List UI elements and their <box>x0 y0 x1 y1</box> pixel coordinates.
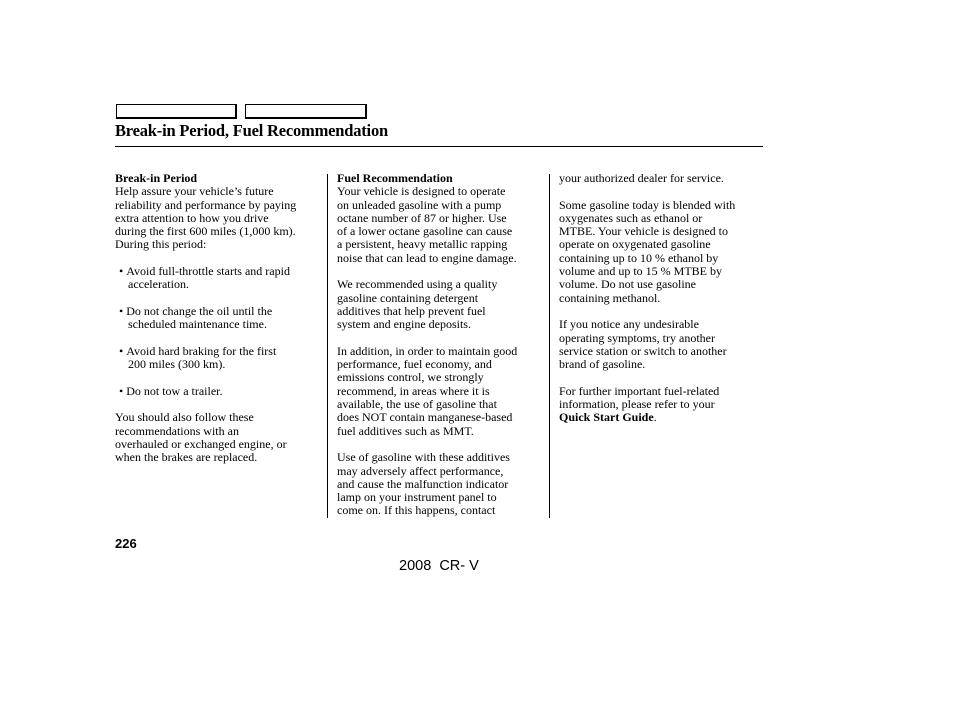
fuel-paragraph: Your vehicle is designed to operate on unleaded gasoline with a pump octane number of 87 or higher. Use of a lower octane gasoline can cause a persistent, heavy metallic rapping noise that can lead to engine damage. <box>337 184 517 265</box>
section-tab-2 <box>245 104 367 119</box>
fuel-paragraph: We recommended using a quality gasoline containing detergent additives that help prevent fuel system and engine deposits. <box>337 277 498 332</box>
fuel-heading: Fuel Recommendation <box>337 171 453 185</box>
break-in-heading: Break-in Period <box>115 171 198 185</box>
bullet-item: • Avoid full-throttle starts and rapid acceleration. <box>115 265 323 292</box>
fuel-paragraph: If you notice any undesirable operating symptoms, try another service station or switch to another brand of gasoline. <box>559 317 727 372</box>
break-in-closing: You should also follow these recommendations with an overhauled or exchanged engine, or when the brakes are replaced. <box>115 410 287 465</box>
column-fuel-recommendation <box>337 172 547 518</box>
bullet-item: • Do not change the oil until the scheduled maintenance time. <box>115 305 323 332</box>
page-title: Break-in Period, Fuel Recommendation <box>115 121 388 140</box>
break-in-intro: Help assure your vehicle’s future reliability and performance by paying extra attention to how you drive during the first 600 miles (1,000 km). During this period: <box>115 184 297 252</box>
column-fuel-continued <box>559 172 763 425</box>
page-number: 226 <box>115 536 137 551</box>
fuel-paragraph: your authorized dealer for service. <box>559 171 724 185</box>
fuel-paragraph: Some gasoline today is blended with oxygenates such as ethanol or MTBE. Your vehicle is designed to operate on oxygenated gasoline containing up to 10 % ethanol by volume and up to 15 % MTBE by volume. Do not use gasoline containing methanol. <box>559 197 736 305</box>
bullet-item: • Do not tow a trailer. <box>115 385 323 398</box>
reference-end: . <box>653 410 657 425</box>
reference-text: For further important fuel-related information, please refer to your <box>559 383 720 412</box>
fuel-paragraph: In addition, in order to maintain good performance, fuel economy, and emissions control, we strongly recommend, in areas where it is available, the use of gasoline that does NOT contain manganese-based fuel additives such as MMT. <box>337 343 518 438</box>
footer-model: 2008 CR- V <box>399 558 479 574</box>
column-divider <box>327 174 328 518</box>
column-divider <box>549 174 550 518</box>
fuel-reference-paragraph <box>559 385 763 425</box>
bullet-item: • Avoid hard braking for the first 200 miles (300 km). <box>115 345 323 372</box>
title-rule <box>115 146 763 147</box>
quick-start-guide-reference: Quick Start Guide <box>559 410 654 425</box>
column-break-in <box>115 172 323 465</box>
fuel-paragraph: Use of gasoline with these additives may adversely affect performance, and cause the malfunction indicator lamp on your instrument panel to come on. If this happens, contact <box>337 450 510 518</box>
section-tab-1 <box>116 104 237 119</box>
